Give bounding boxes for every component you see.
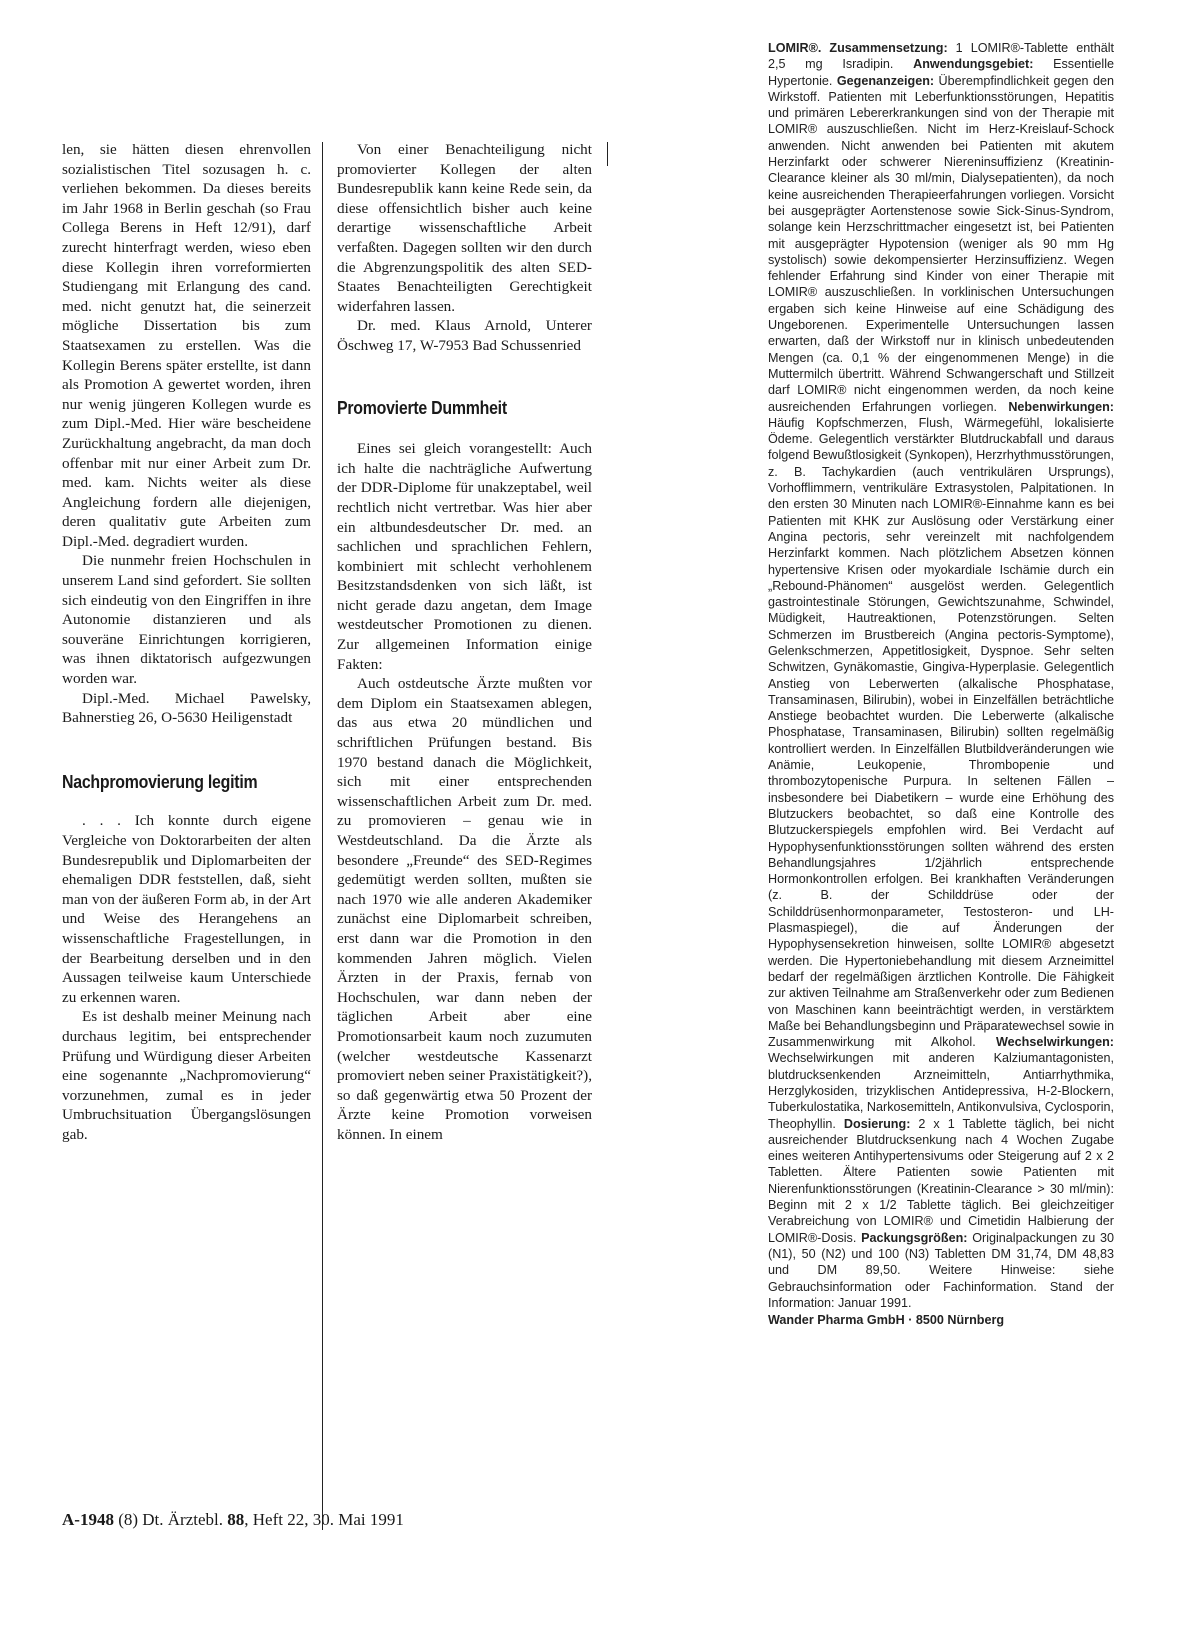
letter-paragraph: len, sie hätten diesen ehrenvollen sozialistischen Titel sozusagen h. c. verliehen bekommen. Da dieses bereits im Jahr 1968 in Berlin geschah (so Frau Collega Berens in Heft 12/91), darf zurecht hinterfragt werden, wieso eben diese Kollegin ihren vorreformierten Studiengang mit Erlangung des cand. med. nicht genutzt hat, die seinerzeit mögliche Dissertation bis zum Staatsexamen zu erstellen. Was die Kollegin Berens später erstellte, ist dann als Promotion A gewertet worden, ihren nur wenig jüngeren Kollegen wurde es zum Dipl.-Med. Hier wäre bescheidene Zurückhaltung angebracht, da man doch offenbar mit nur einer Arbeit zum Dr. med. kam. Nichts weiter als diese Angleichung fordern alle diejenigen, deren qualitativ gute Arbeiten zum Dipl.-Med. degradiert wurden. [62,141,311,550]
letter-paragraph: Die nunmehr freien Hochschulen in unserem Land sind gefordert. Sie sollten sich eindeutig von den Eingriffen in ihre Autonomie distanzieren und als souveräne Einrichtungen korrigieren, was ihnen diktatorisch aufgezwungen worden war. [62,552,311,688]
column-divider [607,142,608,166]
ad-label: Packungsgrößen: [861,1230,968,1245]
ad-label: LOMIR®. Zusammensetzung: [768,41,948,55]
page-number: A-1948 [62,1510,114,1529]
page-footer [62,1510,404,1530]
ad-body [768,40,1114,1311]
letters-column-middle [337,140,592,1145]
letter-paragraph: Auch ostdeutsche Ärzte mußten vor dem Diplom ein Staatsexamen ablegen, das aus etwa 20 mündlichen und schriftlichen Prüfungen bestand. Bis 1970 bestand danach die Möglichkeit, sich mit einer entsprechenden wissenschaftlichen Arbeit zum Dr. med. zu promovieren – genau wie in Westdeutschland. Da die Ärzte als besondere „Freunde“ des SED-Regimes gedemütigt werden sollten, mußten sie nach 1970 wie alle anderen Akademiker zunächst eine Diplomarbeit schreiben, erst dann war die Promotion in den kommenden Jahren möglich. Vielen Ärzten in der Praxis, fernab von Hochschulen, war dann neben der täglichen Arbeit aber eine Promotionsarbeit kaum noch zuzumuten (welcher westdeutsche Kassenarzt promoviert neben seiner Praxistätigkeit?), so daß gegenwärtig etwa 50 Prozent der Ärzte keine Promotion vorweisen können. In einem [337,675,592,1143]
ad-text: Häufig Kopfschmerzen, Flush, Wärmegefühl, lokalisierte Ödeme. Gelegentlich verstärkter Blutdruckabfall und daraus folgend Bewußtlosigkeit (Synkopen), Herzrhythmusstörungen, z. B. Tachykardien (auch ventrikulären Ursprungs), Vorhofflimmern, ventrikuläre Extrasystolen, Palpitationen. In den ersten 30 Minuten nach LOMIR®-Einnahme kann es bei Patienten mit KHK zur Auslösung oder Verstärkung einer Angina pectoris, sehr vereinzelt mit nachfolgendem Herzinfarkt kommen. Nach plötzlichem Absetzen können hypertensive Krisen oder myokardiale Ischämie durch ein „Rebound-Phänomen“ ausgelöst werden. Gelegentlich gastrointestinale Störungen, Gewichtszunahme, Schwindel, Müdigkeit, Hautreaktionen, Potenzstörungen. Selten Schmerzen im Brustbereich (Angina pectoris-Symptome), Gelenkschmerzen, Appetitlosigkeit, Dyspnoe. Sehr selten Schwitzen, Gynäkomastie, Gingiva-Hyperplasie. Gelegentlich Anstieg von Leberwerten (alkalische Phosphatase, Transaminasen, Bilirubin), wobei in Einzelfällen beträchtliche Anstiege beobachtet wurden. Die Leberwerte (alkalische Phosphatase, Transaminasen, Bilirubin) sollten regelmäßig kontrolliert werden. In Einzelfällen Blutbildveränderungen wie Anämie, Leukopenie, Thrombopenie und thrombozytopenische Purpura. In seltenen Fällen – insbesondere bei Diabetikern – wurde eine Erhöhung des Blutzuckers beobachtet, so daß eine Kontrolle des Blutzuckerspiegels empfohlen wird. Bei Verdacht auf Hypophysenfunktionsstörungen sollten während des ersten Behandlungsjahres 1/2jährlich entsprechende Hormonkontrollen erfolgen. Bei krankhaften Veränderungen (z. B. der Schilddrüse oder der Schilddrüsenhormonparameter, Testosteron- und LH-Plasmaspiegel), die auf Änderungen der Hypophysensekretion hinweisen, sollte LOMIR® abgesetzt werden. Die Hypertoniebehandlung mit diesem Arzneimittel bedarf der regelmäßigen ärztlichen Kontrolle. Die Fähigkeit zur aktiven Teilnahme am Straßenverkehr oder zum Bedienen von Maschinen kann beeinträchtigt werden, in verstärktem Maße bei Behandlungsbeginn und Präparatewechsel sowie in Zusammenwirkung mit Alkohol. [768,415,1114,1050]
drug-information-ad [768,40,1114,1328]
ad-text: Wechselwirkungen mit anderen Kalziumantagonisten, blutdrucksenkenden Arzneimitteln, Antiarrhythmika, Herzglykosiden, trizyklischen Antidepressiva, H-2-Blockern, Tuberkulostatika, Narkosemitteln, Antikonvulsiva, Cyclosporin, Theophyllin. [768,1051,1115,1131]
ad-text: 1 LOMIR®-Tablette enthält 2,5 mg Isradipin. [768,41,1115,72]
letter-paragraph: Eines sei gleich vorangestellt: Auch ich halte die nachträgliche Aufwertung der DDR-Diplome für unakzeptabel, weil rechtlich nicht vertretbar. Was hier aber ein altbundesdeutscher Dr. med. an sachlichen und sprachlichen Fehlern, kombiniert mit schlecht verhohlenem Besitzstandsdenken von sich läßt, ist nicht gerade dazu angetan, dem Image westdeutscher Promotionen zu dienen. Zur allgemeinen Information einige Fakten: [337,440,592,673]
ad-text: 2 x 1 Tablette täglich, bei nicht ausreichender Blutdrucksenkung nach 4 Wochen Zugabe eines weiteren Antihypertensivums oder Steigerung auf 2 x 2 Tabletten. Ältere Patienten sowie Patienten mit Nierenfunktionsstörungen (Kreatinin-Clearance > 30 ml/min): Beginn mit 2 x 1/2 Tablette täglich. Bei gleichzeitiger Verabreichung von LOMIR® und Cimetidin Halbierung der LOMIR®-Dosis. [768,1116,1114,1245]
letter-paragraph: . . . Ich konnte durch eigene Vergleiche von Doktorarbeiten der alten Bundesrepublik und Diplomarbeiten der ehemaligen DDR feststellen, daß, sieht man von der äußeren Form ab, in der Art und Weise des Herangehens an wissenschaftliche Fragestellungen, in der Bearbeitung derselben und in den Aussagen teilweise kaum Unterschiede zu erkennen waren. [62,812,311,1006]
journal-issue: , Heft 22, 30. Mai 1991 [244,1510,404,1529]
ad-text: Essentielle Hypertonie. [768,57,1114,88]
letter-paragraph: Es ist deshalb meiner Meinung nach durchaus legitim, bei entsprechender Prüfung und Würdigung dieser Arbeiten eine sogenannte „Nachpromovierung“ vorzunehmen, zumal es in jeder Umbruchsituation Übergangslösungen gab. [62,1008,311,1143]
letter-heading: Nachpromovierung legitim [62,770,258,792]
letter-heading: Promovierte Dummheit [337,396,507,418]
letter-signature: Dr. med. Klaus Arnold, Unterer Öschweg 17, W-7953 Bad Schussenried [337,317,592,354]
column-divider [322,142,323,1530]
journal-volume: 88 [227,1510,245,1529]
ad-text: Originalpackungen zu 30 (N1), 50 (N2) und 100 (N3) Tabletten DM 31,74, DM 48,83 und DM 89,50. Weitere Hinweise: siehe Gebrauchsinformation oder Fachinformation. Stand der Information: Januar 1991. [768,1230,1114,1310]
ad-text: Überempfindlichkeit gegen den Wirkstoff. Patienten mit Leberfunktionsstörungen, Hepatitis und primären Lebererkrankungen sind von der Therapie mit LOMIR® auszuschließen. Nicht im Herz-Kreislauf-Schock anwenden. Nicht anwenden bei Patienten mit akutem Herzinfarkt oder schwerer Niereninsuffizienz (Kreatinin-Clearance kleiner als 30 ml/min, Dialysepatienten), da noch keine ausreichenden Therapieerfahrungen vorliegen. Vorsicht bei ausgeprägter Aortenstenose sowie Sick-Sinus-Syndrom, solange kein Herzschrittmacher eingesetzt ist, bei Patienten mit ausgeprägter Hypotension (weniger als 90 mm Hg systolisch) sowie dekompensierter Herzinsuffizienz. Wegen fehlender Erfahrung sind Kinder von einer Therapie mit LOMIR® auszuschließen. In vorklinischen Untersuchungen ergaben sich keine Hinweise auf eine Schädigung des Ungeborenen. Experimentelle Untersuchungen lassen erwarten, daß der Wirkstoff nur in klinisch unbedeutenden Mengen (ca. 0,1 % der eingenommenen Menge) in die Muttermilch übertritt. Während Schwangerschaft und Stillzeit darf LOMIR® nicht eingenommen werden, da noch keine ausreichenden Erfahrungen vorliegen. [768,73,1114,414]
letters-column-left [62,140,311,1145]
ad-label: Wechselwirkungen: [995,1035,1114,1050]
journal-name: (8) Dt. Ärztebl. [113,1510,228,1529]
ad-publisher: Wander Pharma GmbH · 8500 Nürnberg [768,1313,1005,1328]
ad-label: Anwendungsgebiet: [913,57,1034,72]
ad-label: Dosierung: [843,1116,911,1131]
letter-signature: Dipl.-Med. Michael Pawelsky, Bahnerstieg 26, O-5630 Heiligenstadt [62,689,311,727]
ad-label: Gegenanzeigen: [836,73,935,88]
letter-paragraph: Von einer Benachteiligung nicht promovierter Kollegen der alten Bundesrepublik kann keine Rede sein, da diese offensichtlich bisher auch keine derartige wissenschaftliche Arbeit verfaßten. Dagegen sollten wir den durch die Abgrenzungspolitik des alten SED-Staates Benachteiligten Gerechtigkeit widerfahren lassen. [337,141,592,315]
ad-label: Nebenwirkungen: [1008,399,1114,414]
